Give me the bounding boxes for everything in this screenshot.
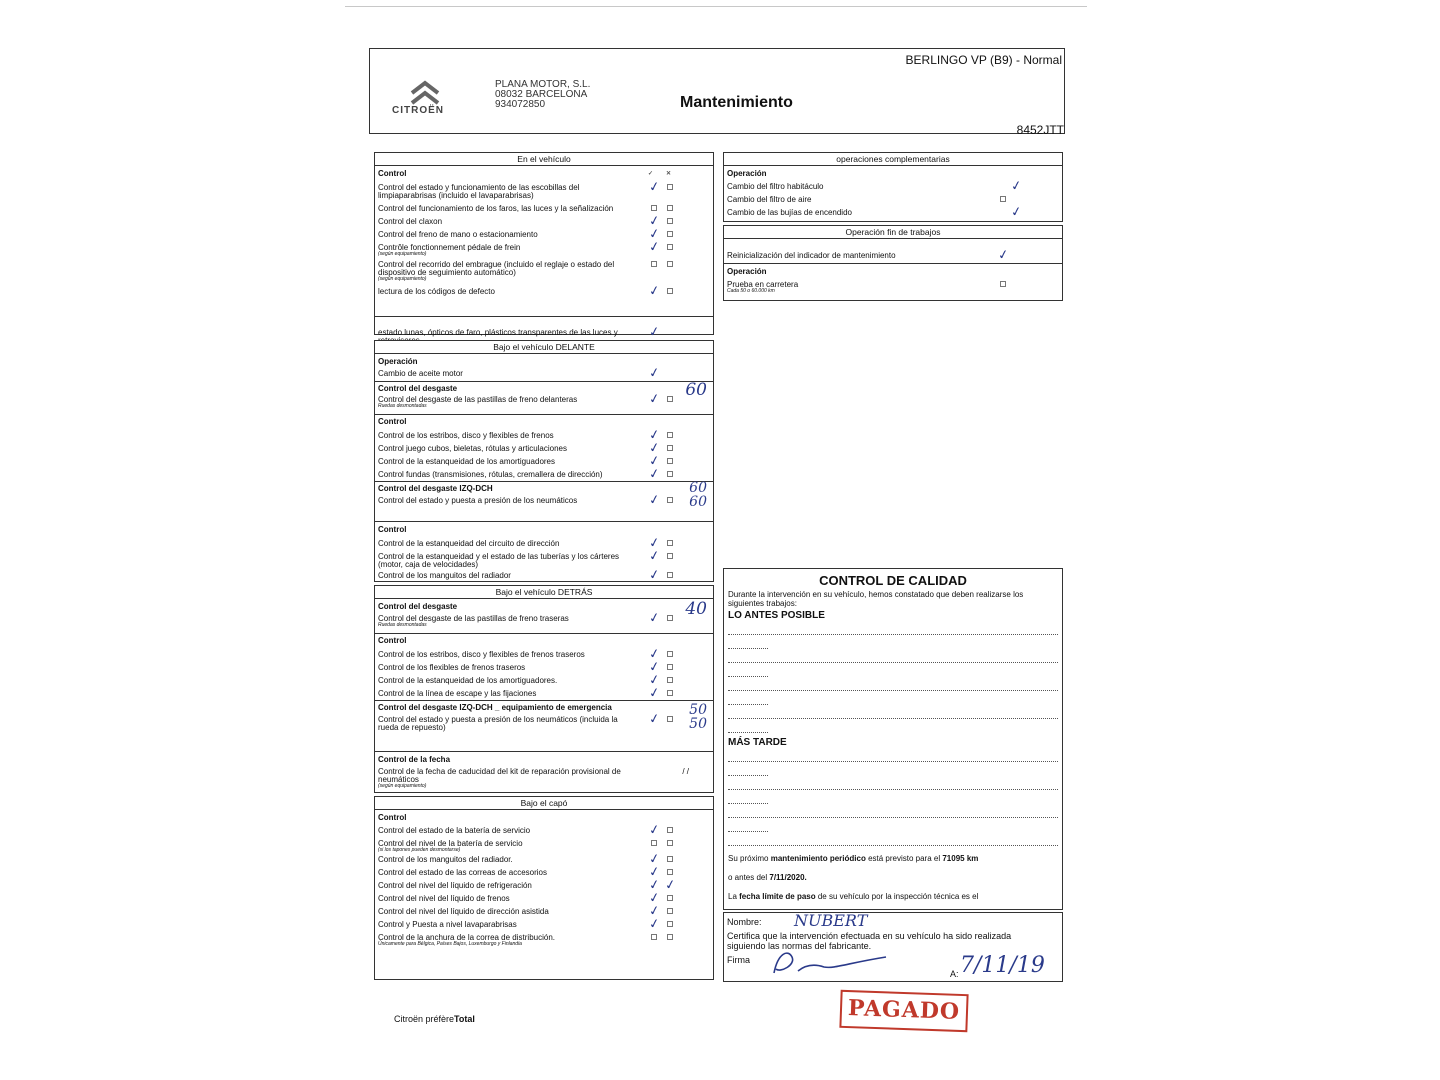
checkbox[interactable] xyxy=(667,664,673,670)
checkbox[interactable] xyxy=(667,615,673,621)
wear-percent: 60 xyxy=(685,380,707,400)
check-row: Control de los estribos, disco y flexibles de frenos ✓ xyxy=(375,432,713,440)
check-row: Control del freno de mano o estacionamiento ✓ xyxy=(375,231,713,239)
checkbox[interactable] xyxy=(667,716,673,722)
date-label: A: xyxy=(950,969,959,979)
later-line[interactable] xyxy=(728,790,768,804)
brand-name: CITROËN xyxy=(392,105,444,116)
group-heading: Control de la fecha xyxy=(378,755,451,764)
checkmark-icon: ✓ xyxy=(647,534,662,551)
group-heading: Control del desgaste xyxy=(378,384,458,393)
itv-text: La fecha límite de paso de su vehículo por la inspección técnica es el xyxy=(728,892,979,901)
check-row: Cambio del filtro de aire xyxy=(724,196,1062,204)
checkbox[interactable] xyxy=(667,184,673,190)
checkbox[interactable] xyxy=(667,261,673,267)
vehicle-model: BERLINGO VP (B9) - Normal xyxy=(905,53,1062,67)
checkbox[interactable] xyxy=(667,231,673,237)
asap-line[interactable] xyxy=(728,621,1058,635)
delante-control-group xyxy=(375,415,713,482)
checkbox[interactable] xyxy=(667,690,673,696)
checkmark-icon: ✓ xyxy=(647,566,662,583)
check-row: estado lunas, ópticos de faro, plásticos transparentes de las luces y ✓ xyxy=(378,323,662,340)
check-row: Control del claxon ✓ xyxy=(375,218,713,226)
group-heading: Control xyxy=(378,636,407,645)
later-line[interactable] xyxy=(728,776,1058,790)
panel-fin-de-trabajos xyxy=(723,225,1063,301)
checkmark-icon: ✓ xyxy=(647,609,662,626)
checkbox[interactable] xyxy=(667,288,673,294)
asap-line[interactable] xyxy=(728,719,768,733)
checkbox[interactable] xyxy=(651,205,657,211)
checkbox[interactable] xyxy=(1000,196,1006,202)
checkbox[interactable] xyxy=(667,218,673,224)
later-line[interactable] xyxy=(728,818,768,832)
check-row: Control de los manguitos del radiador ✓ xyxy=(375,572,713,580)
footer-text: Citroën préfèreTotal xyxy=(394,1014,475,1024)
check-row: Control fundas (transmisiones, rótulas, cremallera de dirección) ✓ xyxy=(375,471,713,479)
checkbox[interactable] xyxy=(667,856,673,862)
group-heading: Control ✓ ✕ xyxy=(378,169,671,178)
asap-line[interactable] xyxy=(728,635,768,649)
check-row: Control juego cubos, bieletas, rótulas y articulaciones ✓ xyxy=(375,445,713,453)
checkmark-icon: ✓ xyxy=(647,902,662,919)
group-heading: Control xyxy=(378,525,407,534)
name-label: Nombre: xyxy=(727,917,762,927)
checkmark-icon: ✓ xyxy=(647,439,662,456)
quality-title: CONTROL DE CALIDAD xyxy=(819,573,967,588)
panel-bajo-delante xyxy=(374,340,714,582)
checkmark-icon: ✓ xyxy=(663,876,678,893)
checkbox[interactable] xyxy=(667,827,673,833)
quality-intro: Durante la intervención en su vehículo, hemos constatado que deben realizarse los siguientes trabajos: xyxy=(728,590,1024,608)
ok-symbol: ✓ xyxy=(647,171,653,177)
checkmark-icon: ✓ xyxy=(647,821,662,838)
delante-neumaticos-group xyxy=(375,482,713,522)
checkmark-icon: ✓ xyxy=(647,547,662,564)
check-row: Control de la fecha de caducidad del kit de reparación provisional de neumáticos (según equipamiento) / / xyxy=(378,767,689,789)
check-row: Control del nivel de la batería de servicio (si los tapones pueden desmontarse) xyxy=(375,840,713,853)
checkmark-icon: ✓ xyxy=(647,658,662,675)
check-row: Control de los manguitos del radiador. ✓ xyxy=(375,856,713,864)
checkbox[interactable] xyxy=(667,921,673,927)
fin-reinicializacion-group xyxy=(724,239,1062,264)
check-row: Control de la anchura de la correa de distribución. Únicamente para Bélgica, Países Bajos, Luxemburgo y Finlandia xyxy=(375,934,713,947)
checkmark-icon: ✓ xyxy=(647,710,662,727)
asap-line[interactable] xyxy=(728,649,1058,663)
check-row: Control del estado y puesta a presión de los neumáticos (incluida la rueda de repuesto) ✓ 50 50 xyxy=(378,702,707,732)
document-title: Mantenimiento xyxy=(680,94,793,111)
panel-title: En el vehículo xyxy=(375,153,713,166)
check-row: Cambio del filtro habitáculo ✓ xyxy=(727,177,1024,194)
expiry-date-field[interactable]: / / xyxy=(682,767,689,776)
dealer-name: PLANA MOTOR, S.L. xyxy=(495,79,591,90)
dealer-info xyxy=(495,80,590,110)
tyre-percent-left: 50 xyxy=(689,702,707,718)
check-row: Control del nivel del líquido de refrigeración ✓ ✓ xyxy=(378,876,678,893)
checkbox[interactable] xyxy=(667,244,673,250)
checkmark-icon: ✓ xyxy=(647,915,662,932)
check-row: Control del estado y funcionamiento de las escobillas del limpiaparabrisas (incluido el lavaparabrisas) ✓ xyxy=(375,184,713,200)
checkbox[interactable] xyxy=(667,471,673,477)
checkbox[interactable] xyxy=(667,445,673,451)
later-line[interactable] xyxy=(728,804,1058,818)
checkmark-icon: ✓ xyxy=(647,238,662,255)
signature-label: Firma xyxy=(727,955,750,965)
group-heading: Control del desgaste IZQ-DCH xyxy=(378,484,493,493)
asap-line[interactable] xyxy=(728,705,1058,719)
later-line[interactable] xyxy=(728,748,1058,762)
certification-text: Certifica que la intervención efectuada en su vehículo ha sido realizada siguiendo las normas del fabricante. xyxy=(727,931,1012,951)
check-row: Control de la estanqueidad de los amortiguadores. ✓ xyxy=(375,677,713,685)
checkmark-icon: ✓ xyxy=(647,863,662,880)
panel-bajo-capo xyxy=(374,796,714,980)
delante-operacion-group xyxy=(375,354,713,382)
name-value[interactable]: NUBERT xyxy=(794,911,868,930)
checkmark-icon: ✓ xyxy=(647,876,662,893)
asap-line[interactable] xyxy=(728,677,1058,691)
checkmark-icon: ✓ xyxy=(647,225,662,242)
checkbox[interactable] xyxy=(667,396,673,402)
later-label: MÁS TARDE xyxy=(728,737,787,748)
detras-fecha-group xyxy=(375,752,713,796)
checkmark-icon: ✓ xyxy=(647,850,662,867)
checkbox[interactable] xyxy=(651,261,657,267)
check-row: Control del desgaste de las pastillas de freno delanteras Ruedas desmontadas ✓ 60 xyxy=(378,380,707,409)
dealer-city: 08032 BARCELONA xyxy=(495,89,588,100)
check-row: Cambio de aceite motor ✓ xyxy=(378,364,662,381)
tyre-percent-right: 50 xyxy=(689,716,707,732)
checkmark-icon: ✓ xyxy=(647,212,662,229)
later-line[interactable] xyxy=(728,762,768,776)
later-line[interactable] xyxy=(728,832,1058,846)
fin-prueba-group xyxy=(724,264,1062,302)
checkbox[interactable] xyxy=(667,908,673,914)
check-row: Control de la estanqueidad y el estado de las tuberías y los cárteres (motor, caja de velocidades) ✓ xyxy=(375,553,713,569)
panel-title: Bajo el capó xyxy=(375,797,713,810)
check-row: Control del estado y puesta a presión de los neumáticos ✓ 60 60 xyxy=(378,480,707,510)
check-row: Prueba en carretera Cada 50 o 60.000 km xyxy=(724,281,1062,294)
vehiculo-control-group xyxy=(375,166,713,317)
asap-line[interactable] xyxy=(728,663,768,677)
checkbox[interactable] xyxy=(651,934,657,940)
asap-label: LO ANTES POSIBLE xyxy=(728,610,825,621)
checkbox[interactable] xyxy=(651,840,657,846)
checkmark-icon: ✓ xyxy=(647,491,662,508)
detras-desgaste-group xyxy=(375,599,713,634)
checkbox[interactable] xyxy=(667,572,673,578)
check-row: Control de los estribos, disco y flexibles de frenos traseros ✓ xyxy=(375,651,713,659)
check-row: Control del desgaste de las pastillas de freno traseras Ruedas desmontadas ✓ 40 xyxy=(378,599,707,628)
asap-line[interactable] xyxy=(728,691,768,705)
panel-title: Bajo el vehículo DELANTE xyxy=(375,341,713,354)
signature-icon[interactable] xyxy=(768,943,898,979)
checkbox[interactable] xyxy=(667,869,673,875)
check-row: lectura de los códigos de defecto ✓ xyxy=(375,288,713,296)
next-service-text: Su próximo mantenimiento periódico está previsto para el 71095 km xyxy=(728,854,979,863)
checkbox[interactable] xyxy=(667,432,673,438)
checkbox[interactable] xyxy=(667,895,673,901)
checkmark-icon: ✓ xyxy=(647,684,662,701)
signature-panel xyxy=(723,912,1063,982)
checkbox[interactable] xyxy=(667,458,673,464)
group-heading: Operación xyxy=(727,169,767,178)
check-row: Control del estado de las correas de accesorios ✓ xyxy=(375,869,713,877)
group-heading: Control xyxy=(378,813,407,822)
document-header xyxy=(369,48,1065,137)
checkbox[interactable] xyxy=(667,934,673,940)
checkmark-icon: ✓ xyxy=(647,178,662,195)
checkmark-icon: ✓ xyxy=(647,889,662,906)
check-row: Control del nivel del líquido de frenos ✓ xyxy=(375,895,713,903)
check-row: Control del estado de la batería de servicio ✓ xyxy=(375,827,713,835)
checkmark-icon: ✓ xyxy=(1009,203,1024,220)
panel-title: Operación fin de trabajos xyxy=(724,226,1062,239)
checkmark-icon: ✓ xyxy=(647,426,662,443)
checkmark-icon: ✓ xyxy=(647,364,662,381)
checkmark-icon: ✓ xyxy=(647,645,662,662)
checkmark-icon: ✓ xyxy=(647,323,662,340)
checkbox[interactable] xyxy=(667,553,673,559)
checkbox[interactable] xyxy=(667,497,673,503)
next-service-date: o antes del 7/11/2020. xyxy=(728,873,807,882)
panel-en-el-vehiculo xyxy=(374,152,714,340)
checkmark-icon: ✓ xyxy=(647,390,662,407)
checkmark-icon: ✓ xyxy=(1009,177,1024,194)
detras-neumaticos-group xyxy=(375,701,713,752)
checkbox[interactable] xyxy=(667,205,673,211)
date-value[interactable]: 7/11/19 xyxy=(960,953,1045,978)
check-row: Cambio de las bujías de encendido ✓ xyxy=(727,203,1024,220)
checkmark-icon: ✓ xyxy=(647,282,662,299)
dealer-phone: 934072850 xyxy=(495,99,546,110)
checkbox[interactable] xyxy=(667,840,673,846)
capo-control-group xyxy=(375,810,713,980)
group-heading: Control xyxy=(378,417,407,426)
check-row: Control del recorrido del embrague (incluido el reglaje o estado del dispositivo de seguimiento automático) (según equipamiento) xyxy=(375,261,713,282)
panel-title: Bajo el vehículo DETRÁS xyxy=(375,586,713,599)
check-row: Contrôle fonctionnement pédale de frein (según equipamiento) ✓ xyxy=(375,244,713,257)
group-heading: Operación xyxy=(727,267,767,276)
checkbox[interactable] xyxy=(667,651,673,657)
check-row: Control de la estanqueidad del circuito de dirección ✓ xyxy=(375,540,713,548)
check-row: Control del nivel del líquido de dirección asistida ✓ xyxy=(375,908,713,916)
checkbox[interactable] xyxy=(667,677,673,683)
vehicle-plate: 8452JTT xyxy=(1016,123,1064,137)
paid-stamp: PAGADO xyxy=(839,990,968,1032)
tyre-percent-left: 60 xyxy=(689,480,707,496)
tyre-percent-right: 60 xyxy=(689,494,707,510)
check-row: Control y Puesta a nivel lavaparabrisas ✓ xyxy=(375,921,713,929)
check-row: Control de los flexibles de frenos traseros ✓ xyxy=(375,664,713,672)
detras-control-group xyxy=(375,634,713,701)
check-row: Control de la estanqueidad de los amortiguadores ✓ xyxy=(375,458,713,466)
checkmark-icon: ✓ xyxy=(647,671,662,688)
top-rule xyxy=(345,6,1087,7)
panel-title: operaciones complementarias xyxy=(724,153,1062,166)
group-heading: Control del desgaste xyxy=(378,602,458,611)
checkmark-icon: ✓ xyxy=(647,465,662,482)
panel-operaciones-complementarias xyxy=(723,152,1063,222)
checkmark-icon: ✓ xyxy=(996,246,1011,263)
quality-control-panel xyxy=(723,568,1063,910)
checkbox[interactable] xyxy=(667,540,673,546)
ko-symbol: ✕ xyxy=(665,171,671,177)
delante-desgaste-group xyxy=(375,382,713,415)
checkmark-icon: ✓ xyxy=(647,452,662,469)
check-row: Control del funcionamiento de los faros, las luces y la señalización xyxy=(375,205,713,213)
delante-control2-group xyxy=(375,522,713,584)
panel-bajo-detras xyxy=(374,585,714,793)
check-row: Control de la línea de escape y las fijaciones ✓ xyxy=(375,690,713,698)
group-heading: Operación xyxy=(378,357,418,366)
check-row: Reinicialización del indicador de mantenimiento ✓ xyxy=(727,246,1011,263)
checkbox[interactable] xyxy=(1000,281,1006,287)
group-heading: Control del desgaste IZQ-DCH _ equipamiento de emergencia xyxy=(378,703,612,712)
wear-percent: 40 xyxy=(685,599,707,619)
